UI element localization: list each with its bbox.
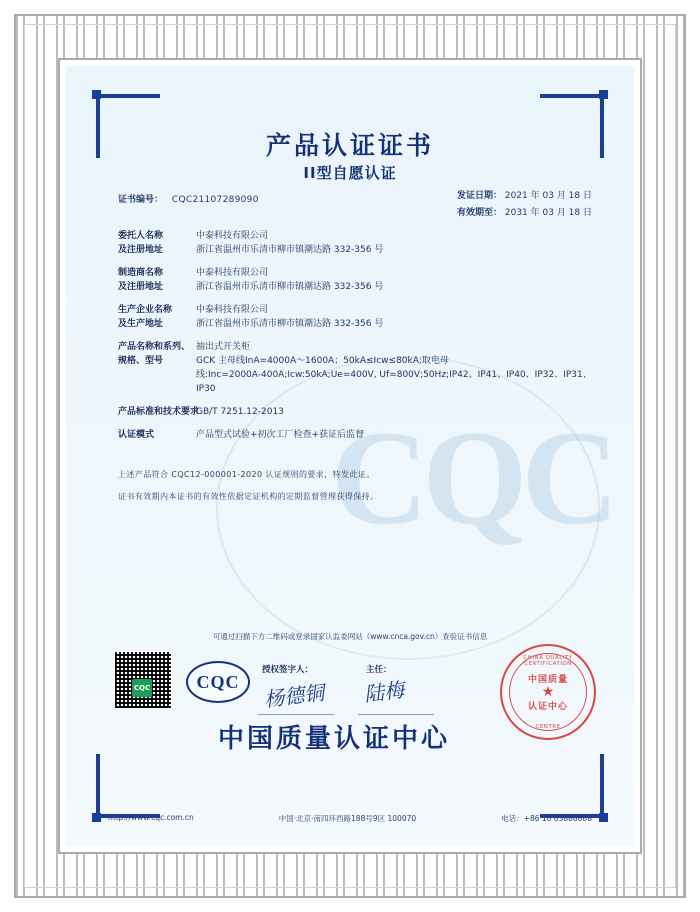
official-seal — [500, 644, 596, 740]
page-subtitle: II型自愿认证 — [303, 164, 397, 182]
certificate-notes — [118, 464, 588, 508]
seal-english-top: CHINA QUALITY CERTIFICATION — [523, 655, 573, 667]
field-value — [196, 340, 598, 396]
expiry-date-row — [457, 205, 592, 222]
footer-website[interactable]: http://www.cqc.com.cn — [108, 813, 194, 822]
field-row — [118, 303, 598, 331]
field-value-line: 抽出式开关柜 — [196, 342, 251, 352]
field-row — [118, 266, 598, 294]
field-value-line: 浙江省温州市乐清市柳市镇潮达路 332-356 号 — [196, 282, 384, 292]
expiry-date-label: 有效期至： — [456, 208, 502, 218]
certificate-number — [118, 192, 259, 205]
field-row — [118, 340, 598, 396]
corner-bracket-bottom-left — [96, 754, 160, 818]
field-label-line: 产品标准和技术要求 — [118, 407, 200, 417]
field-label-line: 生产企业名称 — [118, 305, 173, 315]
field-value-line: 中泰科技有限公司 — [196, 305, 269, 315]
field-label — [118, 405, 200, 419]
field-label — [118, 340, 196, 396]
issue-date-value: 2021 年 03 月 18 日 — [504, 191, 592, 201]
field-value-line: 线:Inc=2000A-400A;Icw:50kA;Ue=400V, Uf=800V;50Hz;IP42、IP41、IP40、IP32、IP31、 — [196, 370, 592, 380]
field-row — [118, 428, 598, 442]
field-label-line: 及注册地址 — [118, 282, 164, 292]
field-value-line: GB/T 7251.12-2013 — [196, 407, 284, 417]
expiry-date-value: 2031 年 03 月 18 日 — [504, 208, 592, 218]
page-footer — [66, 813, 634, 824]
field-label-line: 委托人名称 — [118, 231, 164, 241]
field-label-line: 认证模式 — [118, 430, 155, 440]
field-value — [196, 303, 598, 331]
field-row — [118, 405, 598, 419]
seal-chinese-bottom: 认证中心 — [527, 702, 568, 712]
issue-date-label: 发证日期： — [456, 191, 502, 201]
cqc-logo: CQC — [186, 661, 250, 703]
director-rule — [358, 714, 434, 715]
issue-date-row — [457, 188, 592, 205]
director-label: 主任： — [366, 665, 392, 675]
field-value-line: 中泰科技有限公司 — [196, 268, 269, 278]
field-label-line: 产品名称和系列、 — [118, 342, 191, 352]
field-value-line: 产品型式试验+初次工厂检查+获证后监督 — [196, 430, 365, 440]
note-line: 上述产品符合 CQC12-000001-2020 认证规则的要求，特发此证。 — [118, 470, 375, 479]
note-line: 证书有效期内本证书的有效性依据定证机构的定期监督管理获得保持。 — [118, 492, 379, 501]
field-value-line: IP30 — [196, 384, 216, 394]
page-title: 产品认证证书 — [265, 131, 434, 160]
field-row — [118, 229, 598, 257]
director-signature: 陆梅 — [363, 679, 406, 707]
field-value-line: 中泰科技有限公司 — [196, 231, 269, 241]
footer-phone: 电话：+86 10 83886888 — [501, 814, 592, 823]
field-value — [196, 266, 598, 294]
footer-address: 中国·北京·南四环西路188号9区 100070 — [278, 814, 417, 823]
cnca-verify-note: 可通过扫描下方二维码或登录国家认监委网站（www.cnca.gov.cn）查验证书信息 — [212, 632, 488, 641]
field-label-line: 制造商名称 — [118, 268, 164, 278]
field-label — [118, 428, 196, 442]
seal-chinese-top: 中国质量 — [527, 675, 568, 685]
field-value-line: 浙江省温州市乐清市柳市镇潮达路 332-356 号 — [196, 319, 384, 329]
authorized-signatory-signature: 杨德铜 — [263, 682, 326, 712]
field-label — [118, 266, 196, 294]
cqc-watermark: CQC — [331, 404, 613, 553]
field-label-line: 及生产地址 — [118, 319, 164, 329]
corner-bracket-bottom-right — [540, 754, 604, 818]
field-value-line: 浙江省温州市乐清市柳市镇潮达路 332-356 号 — [196, 245, 384, 255]
field-value — [196, 405, 598, 419]
certificate-page — [66, 66, 634, 846]
field-label-line: 规格、型号 — [118, 356, 164, 366]
corner-dot-top-right — [599, 90, 608, 99]
field-value — [196, 428, 598, 442]
field-label — [118, 303, 196, 331]
seal-english-bottom: CENTRE — [535, 724, 561, 730]
issuing-organization: 中国质量认证中心 — [217, 724, 450, 754]
certificate-fields — [118, 229, 598, 451]
certificate-number-label: 证书编号： — [118, 195, 164, 205]
certificate-dates — [457, 188, 592, 222]
qr-badge: CQC — [132, 679, 152, 697]
corner-dot-top-left — [92, 90, 101, 99]
field-label — [118, 229, 196, 257]
certificate-number-value: CQC21107289090 — [171, 195, 259, 205]
field-label-line: 及注册地址 — [118, 245, 164, 255]
authorized-signatory-label: 授权签字人： — [262, 665, 314, 675]
field-value-line: GCK 主母线InA=4000A～1600A；50kA≤Icw≤80kA;取电母 — [196, 356, 449, 366]
field-value — [196, 229, 598, 257]
star-icon: ★ — [541, 684, 555, 700]
authorized-signatory-rule — [258, 714, 334, 715]
